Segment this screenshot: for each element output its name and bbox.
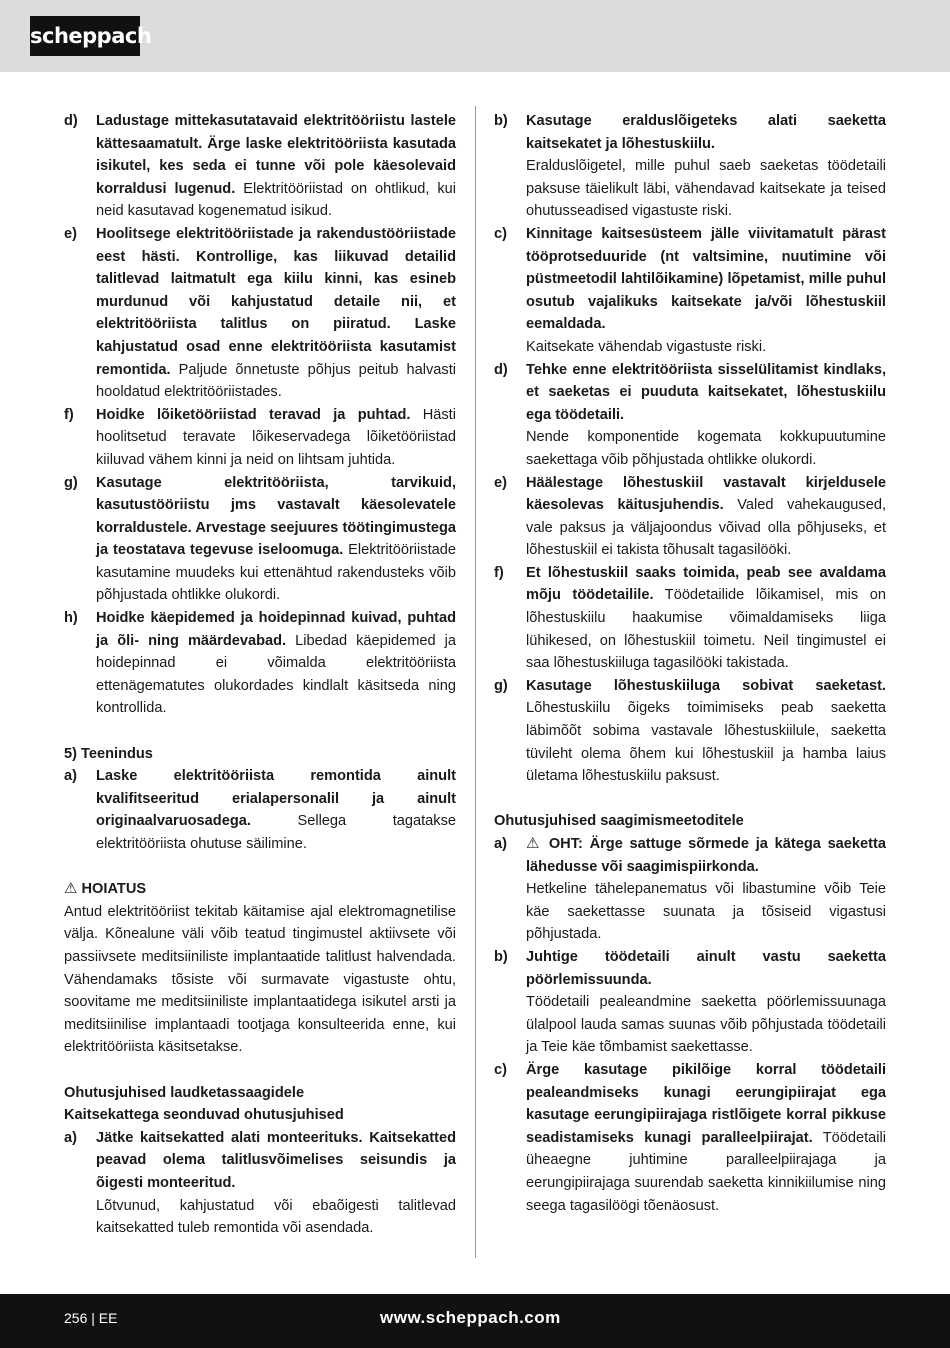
item-letter: d): [494, 361, 508, 378]
page-number-block: [64, 1310, 117, 1326]
saw-list-item-b: [494, 946, 886, 1059]
item-text: Hästi hoolitsetud teravate lõikeservadega lõiketööriistad kiiluvad vähem kinni ja neid on lihtsam juhtida.: [96, 406, 456, 468]
warning-text: Antud elektritööriist tekitab käitamise ajal elektromagnetilise välja. Kõnealune väli võib teatud tingimustel aktiivsete või passiivsete meditsiiniliste implantaatide talitlust halvendada. Vähendamaks tõsiste või surmavate vigastuste ohtu, soovitame me meditsiiniliste implantaatidega isikutel arsti ja meditsiinilise implantaadi tootjaga konsulteerida enne, kui elektritööriista käsitsetakse.: [64, 903, 456, 1056]
item-letter: a): [64, 1129, 77, 1146]
item-text: Sellega tagatakse elektritööriista ohutuse säilimine.: [96, 813, 456, 852]
item-letter: a): [494, 836, 507, 852]
scheppach-logo: scheppach: [30, 16, 140, 56]
item-bold-text: Hoidke käepidemed ja hoidepinnad kuivad, puhtad ja õli- ning määrdevabad.: [96, 610, 456, 649]
item-text: Paljude õnnetuste põhjus peitub halvasti hooldatud elektritööriistades.: [96, 361, 456, 401]
website-link[interactable]: www.scheppach.com: [380, 1308, 561, 1327]
item-text: Lõhestuskiilu õigeks toimimiseks peab saeketta läbimõõt sobima vastavale lõhestuskiilule, saeketta tüvileht olema õhem kui lõhestuskiil ja hamba laius ületama lõhestuskiilu paksust.: [526, 700, 886, 785]
item-bold-text: Kasutage elektritööriista, tarvikuid, kasutustööriistu jms vastavalt käesolevatele korraldustele. Arvestage seejuures töötingimustega ja teostatava tegevuse iseloomuga.: [96, 474, 456, 559]
item-text: Töödetailide lõikamisel, mis on lõhestuskiilu haakumise võimaldamiseks liiga lühikesed, on lõhestuskiil toimetu. Neil tingimustel ei saa lõhestuskiiluga tagasilööki takistada.: [526, 587, 886, 672]
saw-list-item-a: [494, 833, 886, 946]
item-letter: f): [494, 564, 504, 581]
item-letter: c): [494, 225, 507, 242]
language-code: EE: [98, 1310, 118, 1326]
service-heading: 5) Teenindus: [64, 745, 153, 762]
list-item-e: [494, 472, 886, 562]
item-bold-text: Ärge kasutage pikilõige korral töödetaili pealeandmiseks kunagi eerungipiirajat ega kasutage eerungipiirajaga ristlõigete korral pikkuse seadistamiseks kunagi paralleelpiirajat.: [526, 1061, 886, 1146]
warning-triangle-icon: ⚠: [526, 835, 543, 852]
guard-list-item-a: [64, 1127, 456, 1240]
item-text: Libedad käepidemed ja hoidepinnad ei võimalda elektritööriista ettenägematutes olukordades kindlalt käsitseda ning kontrollida.: [96, 632, 456, 717]
list-item-f: [64, 404, 456, 472]
list-item-d: [64, 110, 456, 223]
item-text: Valed vahekaugused, vale paksus ja väljajoondus võivad olla põhjuseks, et lõhestuskiil ei takista tõhusalt tagasilööki.: [526, 497, 887, 559]
item-bold-text: Häälestage lõhestuskiil vastavalt kirjeldusele käesolevas käitusjuhendis.: [526, 474, 886, 514]
item-letter: a): [64, 768, 77, 785]
column-divider: [475, 106, 476, 1258]
item-letter: h): [64, 610, 78, 627]
item-bold-text: Jätke kaitsekatted alati monteerituks. Kaitsekatted peavad olema talitlusvõimelises seisundis ja õigesti monteeritud.: [96, 1129, 456, 1191]
item-bold-text: [526, 833, 886, 878]
item-text: Töödetaili pealeandmine saeketta pöörlemissuunaga ülalpool lauda samas suunas võib põhjustada töödetaili ja Teie käe tõmbamist saekettasse.: [526, 994, 886, 1056]
item-bold-text: Et lõhestuskiil saaks toimida, peab see avaldama mõju töödetailile.: [526, 564, 886, 604]
list-item-h: [64, 607, 456, 720]
item-bold-text: Hoolitsege elektritööriistade ja rakendustööriistade eest hästi. Kontrollige, kas liikuvad detailid talitlevad laitmatult ega kiilu kinni, kas esineb murdunud või kahjustatud detaile nii, et elektritööriista talitlus on piiratud. Laske kahjustatud osad enne elektritööriista kasutamist remontida.: [96, 225, 456, 378]
item-letter: g): [494, 677, 508, 694]
list-item-d: [494, 359, 886, 472]
warning-heading: [64, 878, 456, 901]
list-item-g: [64, 472, 456, 608]
right-column: [494, 110, 886, 1217]
item-bold-text: Hoidke lõiketööriistad teravad ja puhtad.: [96, 406, 411, 423]
item-letter: e): [494, 474, 507, 491]
item-text: Elektritööriistade kasutamine muudeks kui ettenähtud rakendusteks võib põhjustada ohtlikke olukordi.: [96, 542, 456, 604]
item-text: Kaitsekate vähendab vigastuste riski.: [526, 338, 767, 355]
saw-list-item-c: [494, 1059, 886, 1217]
item-bold-text: Tehke enne elektritööriista sisselülitamist kindlaks, et saeketas ei puuduta kaitsekatet, lõhestuskiilu ega töödetaili.: [526, 361, 886, 423]
page-number: 256: [64, 1310, 88, 1326]
list-item-b: [494, 110, 886, 223]
item-bold-label: OHT: Ärge sattuge sõrmede ja kätega saeketta lähedusse või saagimispiirkonda.: [526, 836, 886, 875]
item-bold-text: Kinnitage kaitsesüsteem jälle viivitamatult pärast tööprotseduuride (nt valtsimine, nuutimine või püstmeetodil lahtilõikamine) lõpetamist, mille puhul osutub vajalikuks kaitsekate ja/või lõhestuskiil eemaldada.: [526, 225, 886, 333]
list-item-c: [494, 223, 886, 359]
list-item-f: [494, 562, 886, 675]
item-bold-text: Ladustage mittekasutatavaid elektritööriistu lastele kättesaamatult. Ärge laske elektritööriista kasutada isikutel, kes seda ei tunne või pole käesolevaid korraldusi lugenud.: [96, 113, 456, 197]
item-letter: e): [64, 225, 77, 242]
page-header: [0, 0, 950, 72]
service-list-item-a: [64, 765, 456, 855]
guard-heading: Kaitsekattega seonduvad ohutusjuhised: [64, 1107, 344, 1124]
item-letter: f): [64, 406, 74, 423]
item-text: Nende komponentide kogemata kokkupuutumine saekettaga võib põhjustada ohtlikke olukordi.: [526, 429, 886, 468]
item-letter: b): [494, 948, 508, 965]
item-text: Eralduslõigetel, mille puhul saeb saeketas töödetaili paksuse täielikult läbi, vähendavad kaitsekate ja teised ohutusseadised vigastuste riski.: [526, 158, 886, 220]
left-column: [64, 110, 456, 1240]
item-text: Lõtvunud, kahjustatud või ebaõigesti talitlevad kaitsekatted tuleb remontida või asendada.: [96, 1197, 456, 1237]
item-text: Töödetaili üheaegne juhtimine paralleelpiirajaga ja eerungipiirajaga suurendab saeketta kinnikiilumise ning seega tagasilöögi tõenäosust.: [526, 1129, 886, 1214]
item-letter: g): [64, 474, 78, 491]
list-item-g: [494, 675, 886, 788]
warning-triangle-icon: ⚠: [64, 880, 78, 898]
list-item-e: [64, 223, 456, 404]
item-letter: c): [494, 1061, 507, 1078]
warning-title: HOIATUS: [81, 881, 147, 898]
item-text: Elektritööriistad on ohtlikud, kui neid kasutavad kogenematud isikud.: [96, 180, 456, 220]
item-text: Hetkeline tähelepanematus või libastumine võib Teie käe saekettasse suunata ja tõsiseid vigastusi põhjustada.: [526, 881, 886, 943]
item-letter: b): [494, 113, 508, 129]
table-saw-heading: Ohutusjuhised laudketassaagidele: [64, 1084, 305, 1101]
item-bold-text: Juhtige töödetaili ainult vastu saeketta pöörlemissuunda.: [526, 948, 886, 988]
item-bold-text: Kasutage eralduslõigeteks alati saeketta kaitsekatet ja lõhestuskiilu.: [526, 113, 886, 152]
sawing-heading: Ohutusjuhised saagimismeetoditele: [494, 813, 744, 830]
item-letter: d): [64, 113, 78, 129]
item-bold-text: Laske elektritööriista remontida ainult kvalifitseeritud erialapersonalil ja ainult originaalvaruosadega.: [96, 768, 456, 830]
footer-separator: |: [91, 1310, 95, 1326]
item-bold-text: Kasutage lõhestuskiiluga sobivat saeketast.: [526, 677, 886, 694]
page-footer: [0, 1294, 950, 1348]
